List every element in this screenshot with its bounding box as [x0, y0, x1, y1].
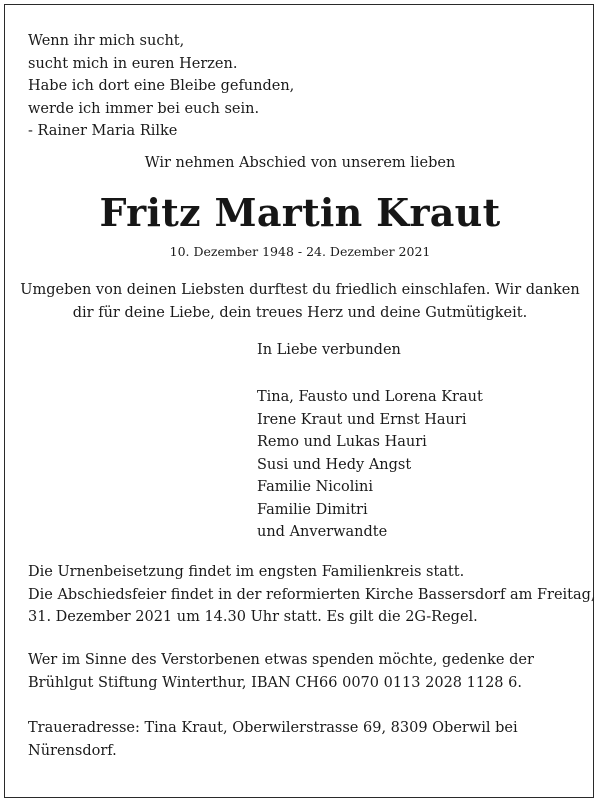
poem-line: Wenn ihr mich sucht, — [28, 33, 185, 49]
address-line: Traueradresse: Tina Kraut, Oberwilerstrasse 69, 8309 Oberwil bei — [28, 720, 518, 736]
donation-info — [28, 649, 578, 694]
family-member: Tina, Fausto und Lorena Kraut — [257, 389, 483, 405]
address-line: Nürensdorf. — [28, 742, 117, 759]
message-line: dir für deine Liebe, dein treues Herz und deine Gutmütigkeit. — [72, 305, 528, 321]
ceremony-line: 31. Dezember 2021 um 14.30 Uhr statt. Es gilt die 2G-Regel. — [28, 609, 478, 625]
ceremony-line: Die Abschiedsfeier findet in der reformierten Kirche Bassersdorf am Freitag, — [28, 586, 596, 603]
farewell-message — [20, 279, 580, 325]
poem-author: - Rainer Maria Rilke — [28, 123, 178, 139]
family-member: Familie Nicolini — [257, 479, 373, 495]
ceremony-info — [28, 561, 596, 629]
message-line: Umgeben von deinen Liebsten durftest du friedlich einschlafen. Wir danken — [20, 282, 580, 298]
family-member: und Anverwandte — [257, 524, 388, 540]
life-dates: 10. Dezember 1948 - 24. Dezember 2021 — [169, 244, 431, 259]
family-member: Remo und Lukas Hauri — [257, 434, 427, 450]
mourning-address — [28, 717, 578, 762]
poem-quote — [28, 30, 294, 143]
poem-line: sucht mich in euren Herzen. — [28, 55, 238, 72]
deceased-name: Fritz Martin Kraut — [99, 190, 501, 235]
family-member: Irene Kraut und Ernst Hauri — [257, 411, 467, 428]
signoff-text: In Liebe verbunden — [257, 342, 401, 358]
ceremony-line: Die Urnenbeisetzung findet im engsten Familienkreis statt. — [28, 564, 465, 580]
poem-line: Habe ich dort eine Bleibe gefunden, — [28, 78, 295, 94]
donation-line: Brühlgut Stiftung Winterthur, IBAN CH66 0070 0113 2028 1128 6. — [28, 674, 522, 691]
family-member: Familie Dimitri — [257, 501, 368, 518]
poem-line: werde ich immer bei euch sein. — [28, 100, 260, 117]
family-member: Susi und Hedy Angst — [257, 456, 412, 473]
intro-text: Wir nehmen Abschied von unserem lieben — [144, 155, 456, 171]
family-list — [257, 386, 483, 544]
donation-line: Wer im Sinne des Verstorbenen etwas spenden möchte, gedenke der — [28, 652, 534, 668]
